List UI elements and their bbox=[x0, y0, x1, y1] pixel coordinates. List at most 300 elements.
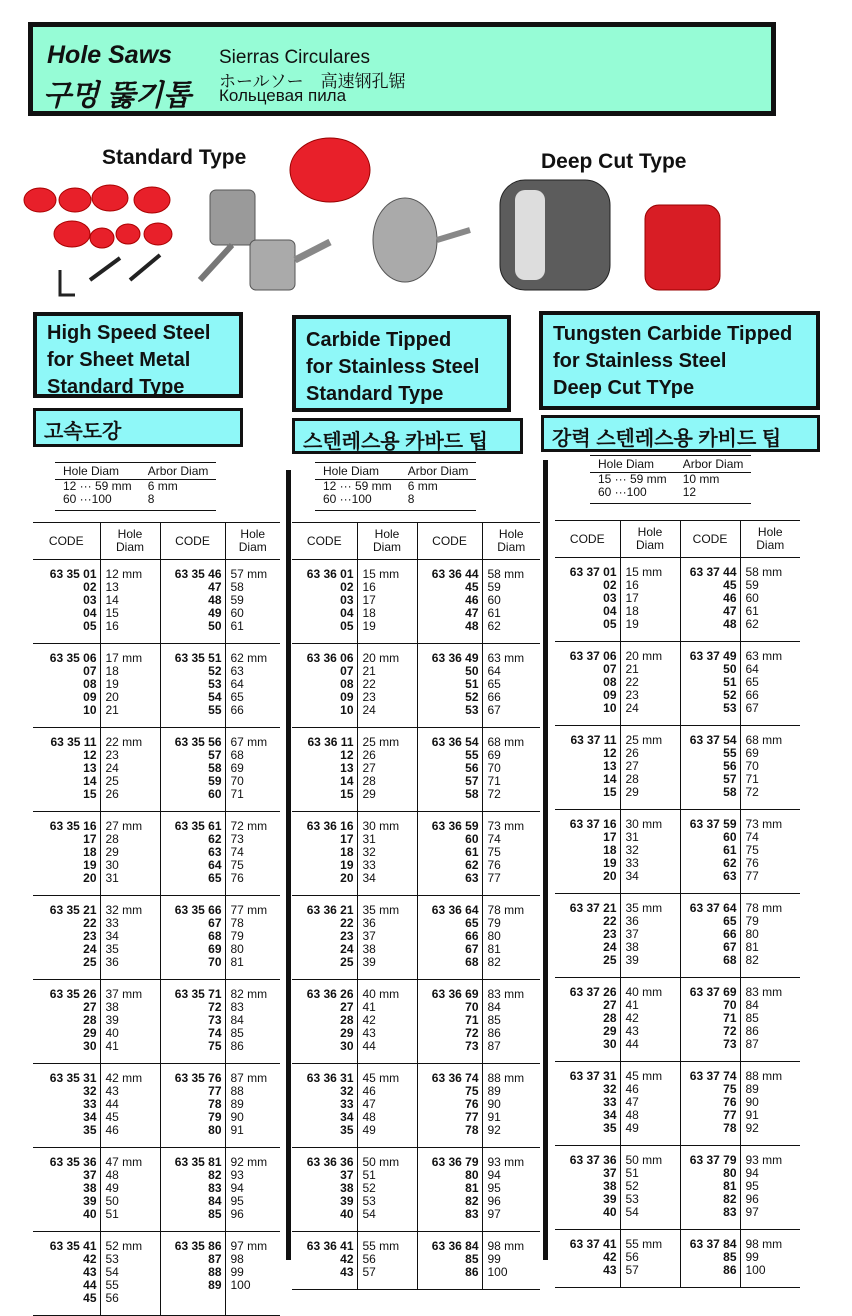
hole-diam-cell: 60 bbox=[740, 592, 800, 605]
hole-diam-cell: 25 mm bbox=[620, 726, 680, 748]
section-3-korean-label: 강력 스텐레스용 카비드 팁 bbox=[541, 415, 820, 452]
code-cell: 63 35 26 bbox=[49, 987, 97, 1001]
table-row bbox=[555, 676, 800, 689]
table-row bbox=[555, 894, 800, 916]
code-cell: 63 37 31 bbox=[569, 1069, 617, 1083]
product-photos bbox=[0, 130, 852, 305]
hole-diam-cell: 85 bbox=[740, 1012, 800, 1025]
hole-diam-cell: 83 mm bbox=[740, 978, 800, 1000]
hole-diam-cell: 45 bbox=[100, 1111, 160, 1124]
code-cell: 54 bbox=[160, 691, 225, 704]
code-cell: 63 36 36 bbox=[306, 1155, 354, 1169]
code-cell: 46 bbox=[680, 592, 740, 605]
code-cell: 02 bbox=[83, 580, 97, 594]
hole-diam-cell: 43 bbox=[620, 1025, 680, 1038]
code-cell: 50 bbox=[160, 620, 225, 644]
hole-diam-cell: 93 mm bbox=[740, 1146, 800, 1168]
arbor-cell: 60 ···100 bbox=[55, 493, 140, 511]
hole-diam-cell: 99 bbox=[225, 1266, 280, 1279]
code-cell: 47 bbox=[417, 607, 482, 620]
hole-diam-cell: 37 bbox=[620, 928, 680, 941]
code-cell: 48 bbox=[160, 594, 225, 607]
table-row bbox=[292, 1169, 540, 1182]
code-cell: 81 bbox=[417, 1182, 482, 1195]
code-cell: 63 36 49 bbox=[417, 644, 482, 666]
table-row bbox=[292, 607, 540, 620]
hole-diam-cell: 78 mm bbox=[482, 896, 540, 918]
table-row bbox=[33, 1232, 280, 1254]
hole-diam-cell bbox=[225, 1292, 280, 1316]
code-cell: 58 bbox=[160, 762, 225, 775]
code-cell: 63 bbox=[417, 872, 482, 896]
code-cell: 73 bbox=[680, 1038, 740, 1062]
code-cell: 85 bbox=[417, 1253, 482, 1266]
hole-diam-cell: 53 bbox=[100, 1253, 160, 1266]
code-cell: 63 37 01 bbox=[569, 565, 617, 579]
table-row bbox=[292, 1266, 540, 1290]
table-row bbox=[555, 642, 800, 664]
code-cell: 52 bbox=[160, 665, 225, 678]
column-header: Hole Diam bbox=[740, 521, 800, 558]
table-row bbox=[555, 928, 800, 941]
code-cell: 66 bbox=[680, 928, 740, 941]
section-2-label bbox=[292, 315, 511, 412]
hole-diam-cell: 52 mm bbox=[100, 1232, 160, 1254]
hole-diam-cell: 36 bbox=[100, 956, 160, 980]
hole-diam-cell: 49 bbox=[100, 1182, 160, 1195]
code-cell: 30 bbox=[292, 1040, 357, 1064]
hole-diam-cell: 40 bbox=[100, 1027, 160, 1040]
table-row bbox=[292, 1040, 540, 1064]
hole-diam-cell: 16 bbox=[100, 620, 160, 644]
hole-diam-cell: 61 bbox=[225, 620, 280, 644]
code-cell: 62 bbox=[680, 857, 740, 870]
hole-diam-cell: 35 bbox=[100, 943, 160, 956]
table-row bbox=[555, 786, 800, 810]
hole-diam-cell: 93 mm bbox=[482, 1148, 540, 1170]
code-cell: 63 35 41 bbox=[49, 1239, 97, 1253]
code-group bbox=[555, 1230, 800, 1288]
code-cell: 63 37 41 bbox=[569, 1237, 617, 1251]
hole-diam-cell: 64 bbox=[225, 678, 280, 691]
code-cell: 53 bbox=[160, 678, 225, 691]
hole-diam-cell: 35 mm bbox=[620, 894, 680, 916]
code-cell: 63 37 64 bbox=[680, 894, 740, 916]
table-row bbox=[33, 1279, 280, 1292]
hole-diam-cell: 91 bbox=[482, 1111, 540, 1124]
table-row bbox=[555, 747, 800, 760]
column-header: CODE bbox=[33, 523, 100, 560]
hole-diam-cell: 95 bbox=[740, 1180, 800, 1193]
table-row bbox=[555, 663, 800, 676]
code-cell: 75 bbox=[417, 1085, 482, 1098]
hole-diam-cell: 82 bbox=[740, 954, 800, 978]
hole-diam-cell: 98 bbox=[225, 1253, 280, 1266]
hole-diam-cell: 84 bbox=[740, 999, 800, 1012]
code-cell: 04 bbox=[83, 606, 97, 620]
code-cell: 73 bbox=[417, 1040, 482, 1064]
hole-diam-cell: 15 bbox=[100, 607, 160, 620]
code-cell: 17 bbox=[603, 830, 617, 844]
code-cell: 77 bbox=[160, 1085, 225, 1098]
arbor-size-table bbox=[590, 455, 751, 504]
hole-diam-cell: 14 bbox=[100, 594, 160, 607]
code-group bbox=[555, 726, 800, 810]
hole-diam-cell: 95 bbox=[482, 1182, 540, 1195]
code-group bbox=[33, 812, 280, 896]
code-cell: 71 bbox=[417, 1014, 482, 1027]
code-cell: 40 bbox=[292, 1208, 357, 1232]
code-cell: 76 bbox=[680, 1096, 740, 1109]
code-cell: 34 bbox=[340, 1110, 354, 1124]
code-cell: 28 bbox=[83, 1013, 97, 1027]
hole-diam-cell: 99 bbox=[482, 1253, 540, 1266]
code-cell: 63 36 79 bbox=[417, 1148, 482, 1170]
code-cell: 46 bbox=[417, 594, 482, 607]
hole-diam-cell: 68 bbox=[225, 749, 280, 762]
table-row bbox=[555, 870, 800, 894]
code-cell: 38 bbox=[603, 1179, 617, 1193]
table-row bbox=[33, 560, 280, 582]
code-cell: 63 35 11 bbox=[50, 735, 97, 749]
hole-diam-cell: 36 bbox=[357, 917, 417, 930]
arbor-cell: 60 ···100 bbox=[315, 493, 400, 511]
code-cell: 57 bbox=[160, 749, 225, 762]
hole-diam-cell: 21 bbox=[100, 704, 160, 728]
code-cell: 55 bbox=[680, 747, 740, 760]
hole-diam-cell: 44 bbox=[100, 1098, 160, 1111]
hole-diam-cell: 49 bbox=[357, 1124, 417, 1148]
code-cell: 51 bbox=[417, 678, 482, 691]
table-row bbox=[292, 980, 540, 1002]
hole-diam-cell: 81 bbox=[225, 956, 280, 980]
column-header: Hole Diam bbox=[482, 523, 540, 560]
code-cell: 10 bbox=[292, 704, 357, 728]
code-cell: 63 37 59 bbox=[680, 810, 740, 832]
arbor-header: Hole Diam bbox=[315, 463, 400, 480]
hole-diam-cell: 67 bbox=[740, 702, 800, 726]
table-row bbox=[292, 620, 540, 644]
table-row bbox=[555, 844, 800, 857]
code-cell: 60 bbox=[417, 833, 482, 846]
hole-diam-cell: 87 bbox=[482, 1040, 540, 1064]
hole-diam-cell: 89 bbox=[740, 1083, 800, 1096]
hole-diam-cell: 76 bbox=[225, 872, 280, 896]
table-row bbox=[33, 1292, 280, 1316]
hole-diam-cell: 33 bbox=[357, 859, 417, 872]
code-cell: 53 bbox=[680, 702, 740, 726]
code-cell: 20 bbox=[555, 870, 620, 894]
table-row bbox=[33, 896, 280, 918]
table-row bbox=[555, 1096, 800, 1109]
hole-diam-cell: 68 mm bbox=[482, 728, 540, 750]
hole-diam-cell: 30 mm bbox=[357, 812, 417, 834]
code-cell: 53 bbox=[417, 704, 482, 728]
table-row bbox=[292, 644, 540, 666]
hole-diam-cell: 93 bbox=[225, 1169, 280, 1182]
hole-diam-cell: 51 bbox=[357, 1169, 417, 1182]
hole-diam-cell: 48 bbox=[620, 1109, 680, 1122]
code-cell: 70 bbox=[417, 1001, 482, 1014]
hole-diam-cell: 63 bbox=[225, 665, 280, 678]
hole-diam-cell: 77 bbox=[740, 870, 800, 894]
table-row bbox=[292, 728, 540, 750]
code-cell: 37 bbox=[83, 1168, 97, 1182]
code-cell: 23 bbox=[603, 927, 617, 941]
code-cell: 70 bbox=[680, 999, 740, 1012]
code-cell: 72 bbox=[417, 1027, 482, 1040]
hole-diam-cell: 61 bbox=[482, 607, 540, 620]
arbor-header: Hole Diam bbox=[590, 456, 675, 473]
hole-diam-cell: 18 bbox=[620, 605, 680, 618]
hole-diam-cell: 94 bbox=[482, 1169, 540, 1182]
table-row bbox=[292, 665, 540, 678]
table-row bbox=[33, 620, 280, 644]
hole-diam-cell: 75 bbox=[740, 844, 800, 857]
arbor-cell: 6 mm bbox=[147, 479, 178, 493]
code-cell: 58 bbox=[417, 788, 482, 812]
hole-diam-cell: 73 mm bbox=[740, 810, 800, 832]
code-cell: 63 35 36 bbox=[49, 1155, 97, 1169]
code-cell: 63 36 41 bbox=[306, 1239, 354, 1253]
table-row bbox=[555, 1264, 800, 1288]
code-group bbox=[292, 812, 540, 896]
code-cell: 69 bbox=[160, 943, 225, 956]
code-table bbox=[33, 522, 280, 1316]
section-3-title-line: for Stainless Steel bbox=[553, 350, 727, 372]
code-cell: 05 bbox=[292, 620, 357, 644]
table-row bbox=[292, 812, 540, 834]
hole-diam-cell: 33 bbox=[100, 917, 160, 930]
hole-diam-cell: 16 bbox=[357, 581, 417, 594]
code-cell: 60 bbox=[160, 788, 225, 812]
arbor-row bbox=[590, 473, 751, 487]
table-row bbox=[33, 728, 280, 750]
section-1-title-line: High Speed Steel bbox=[47, 322, 211, 344]
code-cell: 14 bbox=[83, 774, 97, 788]
code-cell: 63 37 74 bbox=[680, 1062, 740, 1084]
code-cell: 22 bbox=[83, 916, 97, 930]
hole-diam-cell: 91 bbox=[225, 1124, 280, 1148]
code-cell: 03 bbox=[603, 591, 617, 605]
code-cell: 07 bbox=[603, 662, 617, 676]
code-cell: 12 bbox=[603, 746, 617, 760]
table-row bbox=[555, 1122, 800, 1146]
arbor-cell: 12 ··· 59 mm bbox=[323, 479, 392, 493]
hole-diam-cell: 51 bbox=[100, 1208, 160, 1232]
code-cell: 20 bbox=[33, 872, 100, 896]
code-cell: 63 35 06 bbox=[49, 651, 97, 665]
hole-diam-cell: 42 bbox=[620, 1012, 680, 1025]
hole-diam-cell: 26 bbox=[620, 747, 680, 760]
code-cell: 83 bbox=[680, 1206, 740, 1230]
code-cell: 82 bbox=[680, 1193, 740, 1206]
code-cell: 39 bbox=[83, 1194, 97, 1208]
code-cell: 55 bbox=[160, 704, 225, 728]
code-cell: 87 bbox=[160, 1253, 225, 1266]
hole-diam-cell: 34 bbox=[100, 930, 160, 943]
code-cell: 63 36 11 bbox=[307, 735, 354, 749]
hole-diam-cell: 42 bbox=[357, 1014, 417, 1027]
code-cell: 74 bbox=[160, 1027, 225, 1040]
hole-diam-cell: 32 bbox=[620, 844, 680, 857]
code-cell: 04 bbox=[340, 606, 354, 620]
table-row bbox=[555, 1025, 800, 1038]
code-cell: 42 bbox=[340, 1252, 354, 1266]
code-cell: 15 bbox=[555, 786, 620, 810]
hole-diam-cell: 55 mm bbox=[620, 1230, 680, 1252]
code-cell: 07 bbox=[340, 664, 354, 678]
hole-diam-cell: 29 bbox=[620, 786, 680, 810]
hole-diam-cell: 28 bbox=[100, 833, 160, 846]
code-group bbox=[33, 560, 280, 644]
code-cell: 13 bbox=[83, 761, 97, 775]
hole-diam-cell: 52 bbox=[357, 1182, 417, 1195]
hole-diam-cell: 67 mm bbox=[225, 728, 280, 750]
hole-diam-cell: 82 mm bbox=[225, 980, 280, 1002]
hole-diam-cell: 31 bbox=[100, 872, 160, 896]
hole-diam-cell: 77 mm bbox=[225, 896, 280, 918]
hole-diam-cell: 13 bbox=[100, 581, 160, 594]
table-row bbox=[33, 644, 280, 666]
code-cell: 19 bbox=[603, 856, 617, 870]
code-cell: 80 bbox=[417, 1169, 482, 1182]
hole-diam-cell: 22 bbox=[620, 676, 680, 689]
code-cell: 43 bbox=[555, 1264, 620, 1288]
code-cell: 29 bbox=[340, 1026, 354, 1040]
table-row bbox=[555, 1180, 800, 1193]
hole-diam-cell: 79 bbox=[225, 930, 280, 943]
hole-diam-cell: 96 bbox=[225, 1208, 280, 1232]
code-cell: 30 bbox=[33, 1040, 100, 1064]
code-cell: 38 bbox=[83, 1181, 97, 1195]
deep-cut-type-label: Deep Cut Type bbox=[541, 150, 687, 173]
title-russian: Кольцевая пила bbox=[219, 86, 347, 105]
hole-diam-cell: 24 bbox=[357, 704, 417, 728]
table-row bbox=[33, 872, 280, 896]
code-cell: 64 bbox=[160, 859, 225, 872]
hole-diam-cell: 46 bbox=[100, 1124, 160, 1148]
table-row bbox=[555, 702, 800, 726]
code-cell: 63 37 69 bbox=[680, 978, 740, 1000]
code-group bbox=[555, 642, 800, 726]
hole-diam-cell: 43 bbox=[100, 1085, 160, 1098]
column-header: Hole Diam bbox=[357, 523, 417, 560]
column-header: CODE bbox=[160, 523, 225, 560]
hole-diam-cell: 75 bbox=[225, 859, 280, 872]
hole-diam-cell: 21 bbox=[620, 663, 680, 676]
hole-diam-cell: 76 bbox=[482, 859, 540, 872]
code-cell: 63 37 36 bbox=[569, 1153, 617, 1167]
table-row bbox=[292, 1098, 540, 1111]
hole-diam-cell: 51 bbox=[620, 1167, 680, 1180]
code-cell: 75 bbox=[160, 1040, 225, 1064]
section-2-title-line: Carbide Tipped bbox=[306, 329, 452, 351]
table-row bbox=[292, 691, 540, 704]
code-cell: 63 35 51 bbox=[160, 644, 225, 666]
code-cell: 70 bbox=[160, 956, 225, 980]
code-cell: 27 bbox=[603, 998, 617, 1012]
hole-diam-cell: 62 mm bbox=[225, 644, 280, 666]
hole-diam-cell: 70 bbox=[740, 760, 800, 773]
hole-diam-cell: 95 bbox=[225, 1195, 280, 1208]
hole-diam-cell: 76 bbox=[740, 857, 800, 870]
code-cell: 02 bbox=[340, 580, 354, 594]
table-row bbox=[292, 788, 540, 812]
table-row bbox=[555, 978, 800, 1000]
hole-diam-cell: 17 bbox=[620, 592, 680, 605]
hole-diam-cell: 88 bbox=[225, 1085, 280, 1098]
hole-diam-cell: 32 mm bbox=[100, 896, 160, 918]
section-3-title-line: Deep Cut TYpe bbox=[553, 377, 695, 399]
code-cell: 84 bbox=[160, 1195, 225, 1208]
arbor-row bbox=[590, 486, 751, 504]
hole-diam-cell: 78 mm bbox=[740, 894, 800, 916]
hole-diam-cell: 63 mm bbox=[740, 642, 800, 664]
code-cell: 25 bbox=[292, 956, 357, 980]
code-cell: 63 37 21 bbox=[569, 901, 617, 915]
hole-diam-cell: 30 mm bbox=[620, 810, 680, 832]
code-cell: 77 bbox=[680, 1109, 740, 1122]
code-cell: 27 bbox=[83, 1000, 97, 1014]
hole-diam-cell: 17 bbox=[357, 594, 417, 607]
code-cell: 63 37 26 bbox=[569, 985, 617, 999]
hole-diam-cell: 41 bbox=[100, 1040, 160, 1064]
hole-diam-cell: 28 bbox=[620, 773, 680, 786]
table-row bbox=[292, 775, 540, 788]
section-3-title-line: Tungsten Carbide Tipped bbox=[553, 323, 793, 345]
code-cell: 42 bbox=[603, 1250, 617, 1264]
table-row bbox=[292, 1195, 540, 1208]
code-cell: 42 bbox=[83, 1252, 97, 1266]
hole-diam-cell: 92 bbox=[482, 1124, 540, 1148]
hole-diam-cell: 72 bbox=[482, 788, 540, 812]
hole-diam-cell: 92 bbox=[740, 1122, 800, 1146]
hole-diam-cell: 88 mm bbox=[482, 1064, 540, 1086]
hole-diam-cell: 45 mm bbox=[357, 1064, 417, 1086]
arbor-cell: 15 ··· 59 mm bbox=[598, 472, 667, 486]
code-cell: 38 bbox=[340, 1181, 354, 1195]
code-cell: 08 bbox=[340, 677, 354, 691]
hole-diam-cell: 87 mm bbox=[225, 1064, 280, 1086]
code-cell: 86 bbox=[680, 1264, 740, 1288]
table-row bbox=[555, 1012, 800, 1025]
hole-diam-cell: 82 bbox=[482, 956, 540, 980]
code-group bbox=[555, 1146, 800, 1230]
hole-diam-cell: 12 mm bbox=[100, 560, 160, 582]
code-cell: 65 bbox=[680, 915, 740, 928]
title-banner bbox=[28, 22, 776, 116]
section-3-label bbox=[539, 311, 820, 410]
code-cell: 14 bbox=[603, 772, 617, 786]
code-cell: 02 bbox=[603, 578, 617, 592]
code-cell: 63 36 31 bbox=[306, 1071, 354, 1085]
hole-diam-cell: 23 bbox=[620, 689, 680, 702]
code-cell: 73 bbox=[160, 1014, 225, 1027]
hole-diam-cell: 38 bbox=[357, 943, 417, 956]
hole-diam-cell: 72 mm bbox=[225, 812, 280, 834]
hole-diam-cell: 60 bbox=[482, 594, 540, 607]
hole-diam-cell: 23 bbox=[100, 749, 160, 762]
code-group bbox=[292, 1232, 540, 1290]
code-group bbox=[292, 644, 540, 728]
hole-diam-cell: 86 bbox=[225, 1040, 280, 1064]
hole-diam-cell: 78 bbox=[225, 917, 280, 930]
hole-diam-cell: 40 mm bbox=[357, 980, 417, 1002]
hole-diam-cell: 70 bbox=[225, 775, 280, 788]
hole-diam-cell: 83 bbox=[225, 1001, 280, 1014]
code-group bbox=[555, 810, 800, 894]
